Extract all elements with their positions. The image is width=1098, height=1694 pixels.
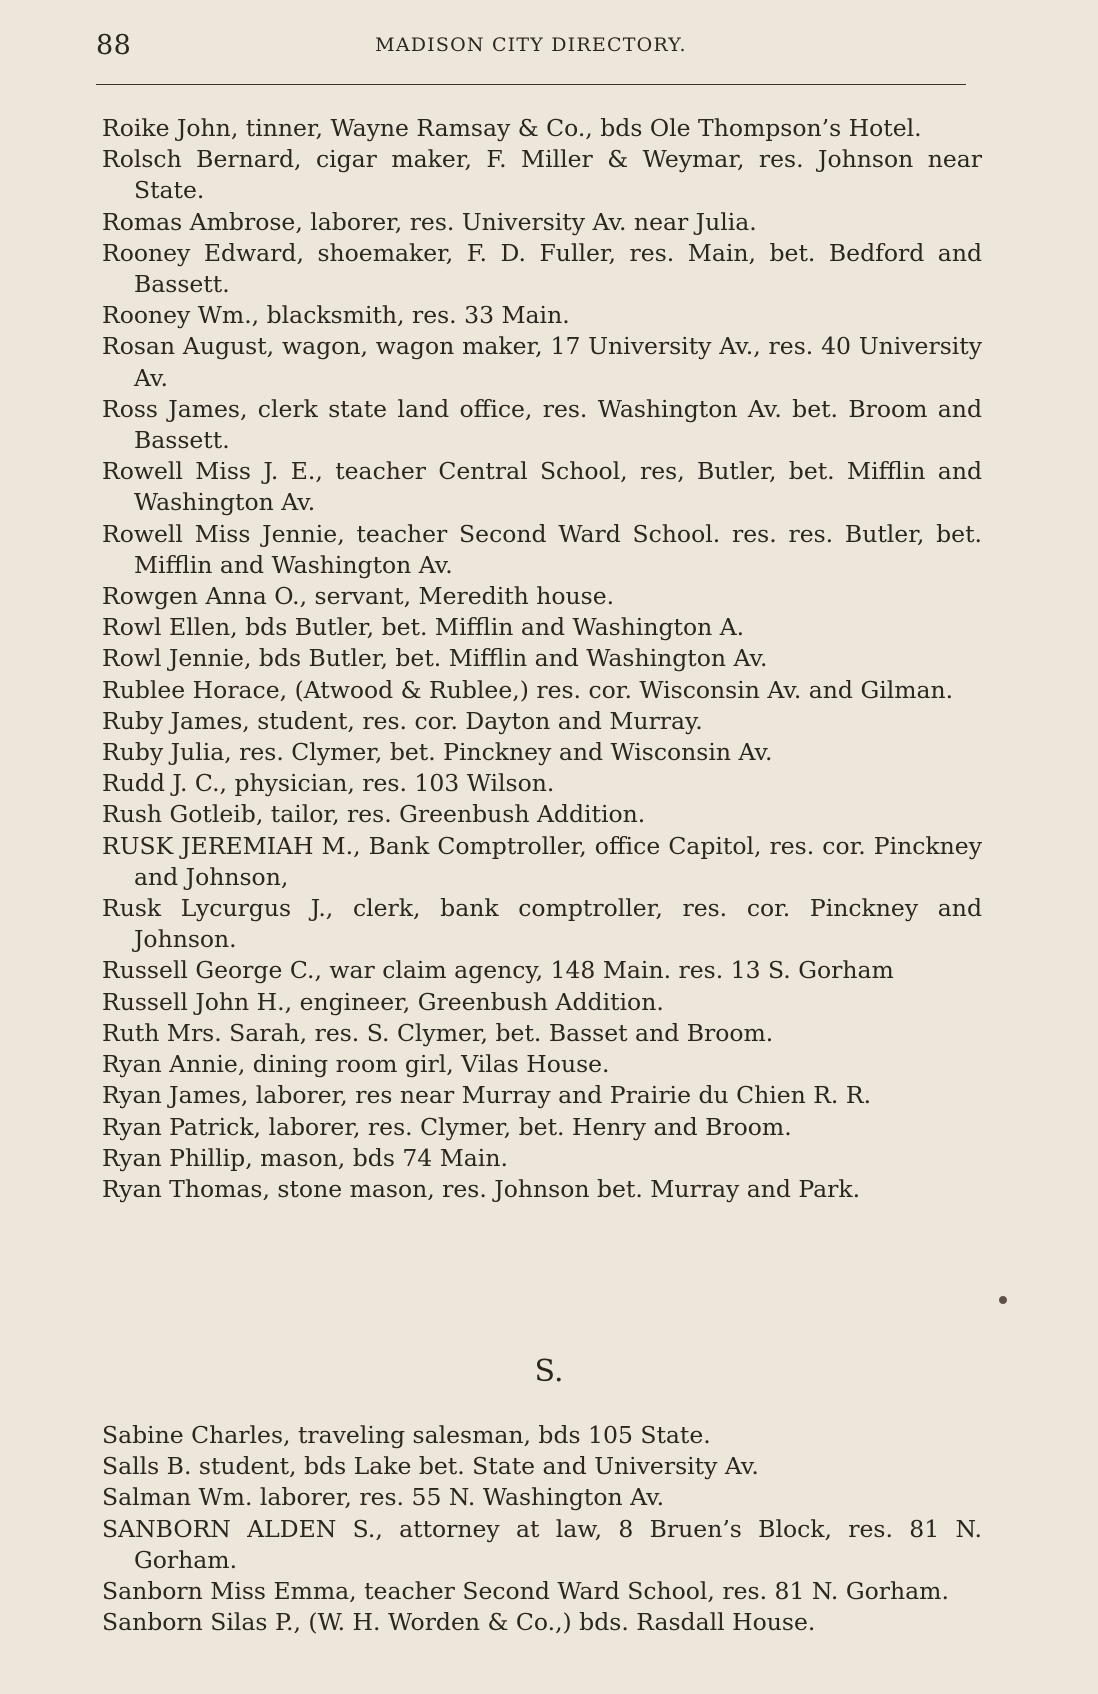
directory-entry: Rowl Jennie, bds Butler, bet. Mifflin and Washington Av. — [102, 644, 768, 673]
directory-entry: Ryan Thomas, stone mason, res. Johnson bet. Murray and Park. — [102, 1174, 861, 1203]
directory-entry: Rush Gotleib, tailor, res. Greenbush Addition. — [102, 800, 646, 829]
directory-entry: Rowgen Anna O., servant, Meredith house. — [102, 582, 615, 611]
directory-entry: Sanborn Miss Emma, teacher Second Ward School, res. 81 N. Gorham. — [102, 1577, 949, 1606]
directory-entry: SANBORN ALDEN S., attorney at law, 8 Bruen’s Block, res. 81 N. Gorham. — [102, 1514, 982, 1574]
entries-list-r — [102, 113, 982, 1205]
entries-list-s — [102, 1420, 982, 1638]
directory-entry: Rowell Miss J. E., teacher Central School, res, Butler, bet. Mifflin and Washington Av. — [102, 457, 982, 517]
running-title: MADISON CITY DIRECTORY. — [375, 34, 687, 56]
directory-entry: Rusk Lycurgus J., clerk, bank comptroller, res. cor. Pinckney and Johnson. — [102, 894, 982, 954]
directory-entry: Rublee Horace, (Atwood & Rublee,) res. cor. Wisconsin Av. and Gilman. — [102, 675, 954, 704]
ink-speck — [999, 1296, 1007, 1304]
directory-entry: Rooney Wm., blacksmith, res. 33 Main. — [102, 301, 570, 330]
directory-entry: Ryan James, laborer, res near Murray and Prairie du Chien R. R. — [102, 1081, 872, 1110]
directory-entry: Ryan Phillip, mason, bds 74 Main. — [102, 1143, 508, 1172]
directory-entry: Ross James, clerk state land office, res. Washington Av. bet. Broom and Bassett. — [102, 394, 982, 455]
directory-entry: Roike John, tinner, Wayne Ramsay & Co., bds Ole Thompson’s Hotel. — [102, 114, 922, 142]
directory-entry: Russell George C., war claim agency, 148 Main. res. 13 S. Gorham — [102, 956, 894, 985]
directory-entry: Rowl Ellen, bds Butler, bet. Mifflin and Washington A. — [102, 613, 745, 642]
directory-entry: Rowell Miss Jennie, teacher Second Ward School. res. res. Butler, bet. Mifflin and Washington Av. — [102, 519, 982, 579]
header-rule — [96, 84, 966, 85]
page-header — [96, 28, 966, 68]
directory-entry: Rolsch Bernard, cigar maker, F. Miller & Weymar, res. Johnson near State. — [102, 145, 982, 205]
directory-entry: Rooney Edward, shoemaker, F. D. Fuller, res. Main, bet. Bedford and Bassett. — [102, 238, 982, 299]
directory-entry: Rosan August, wagon, wagon maker, 17 University Av., res. 40 University Av. — [102, 332, 982, 392]
section-heading-s: S. — [534, 1354, 564, 1389]
directory-entry: Salls B. student, bds Lake bet. State and University Av. — [102, 1452, 759, 1481]
directory-entry: Ruby Julia, res. Clymer, bet. Pinckney and Wisconsin Av. — [102, 738, 773, 767]
directory-entry: RUSK JEREMIAH M., Bank Comptroller, office Capitol, res. cor. Pinckney and Johnson, — [102, 831, 982, 891]
directory-entry: Ryan Patrick, laborer, res. Clymer, bet. Henry and Broom. — [102, 1112, 792, 1141]
page-number: 88 — [96, 30, 132, 61]
directory-entry: Romas Ambrose, laborer, res. University Av. near Julia. — [102, 207, 757, 236]
directory-entry: Ryan Annie, dining room girl, Vilas House. — [102, 1050, 610, 1079]
directory-entry: Sabine Charles, traveling salesman, bds 105 State. — [102, 1421, 711, 1449]
directory-entry: Salman Wm. laborer, res. 55 N. Washington Av. — [102, 1483, 665, 1512]
directory-entry: Ruth Mrs. Sarah, res. S. Clymer, bet. Basset and Broom. — [102, 1018, 774, 1047]
directory-entry: Ruby James, student, res. cor. Dayton and Murray. — [102, 706, 703, 735]
directory-entry: Russell John H., engineer, Greenbush Addition. — [102, 987, 664, 1016]
directory-entry: Rudd J. C., physician, res. 103 Wilson. — [102, 769, 555, 798]
directory-entry: Sanborn Silas P., (W. H. Worden & Co.,) bds. Rasdall House. — [102, 1608, 816, 1637]
